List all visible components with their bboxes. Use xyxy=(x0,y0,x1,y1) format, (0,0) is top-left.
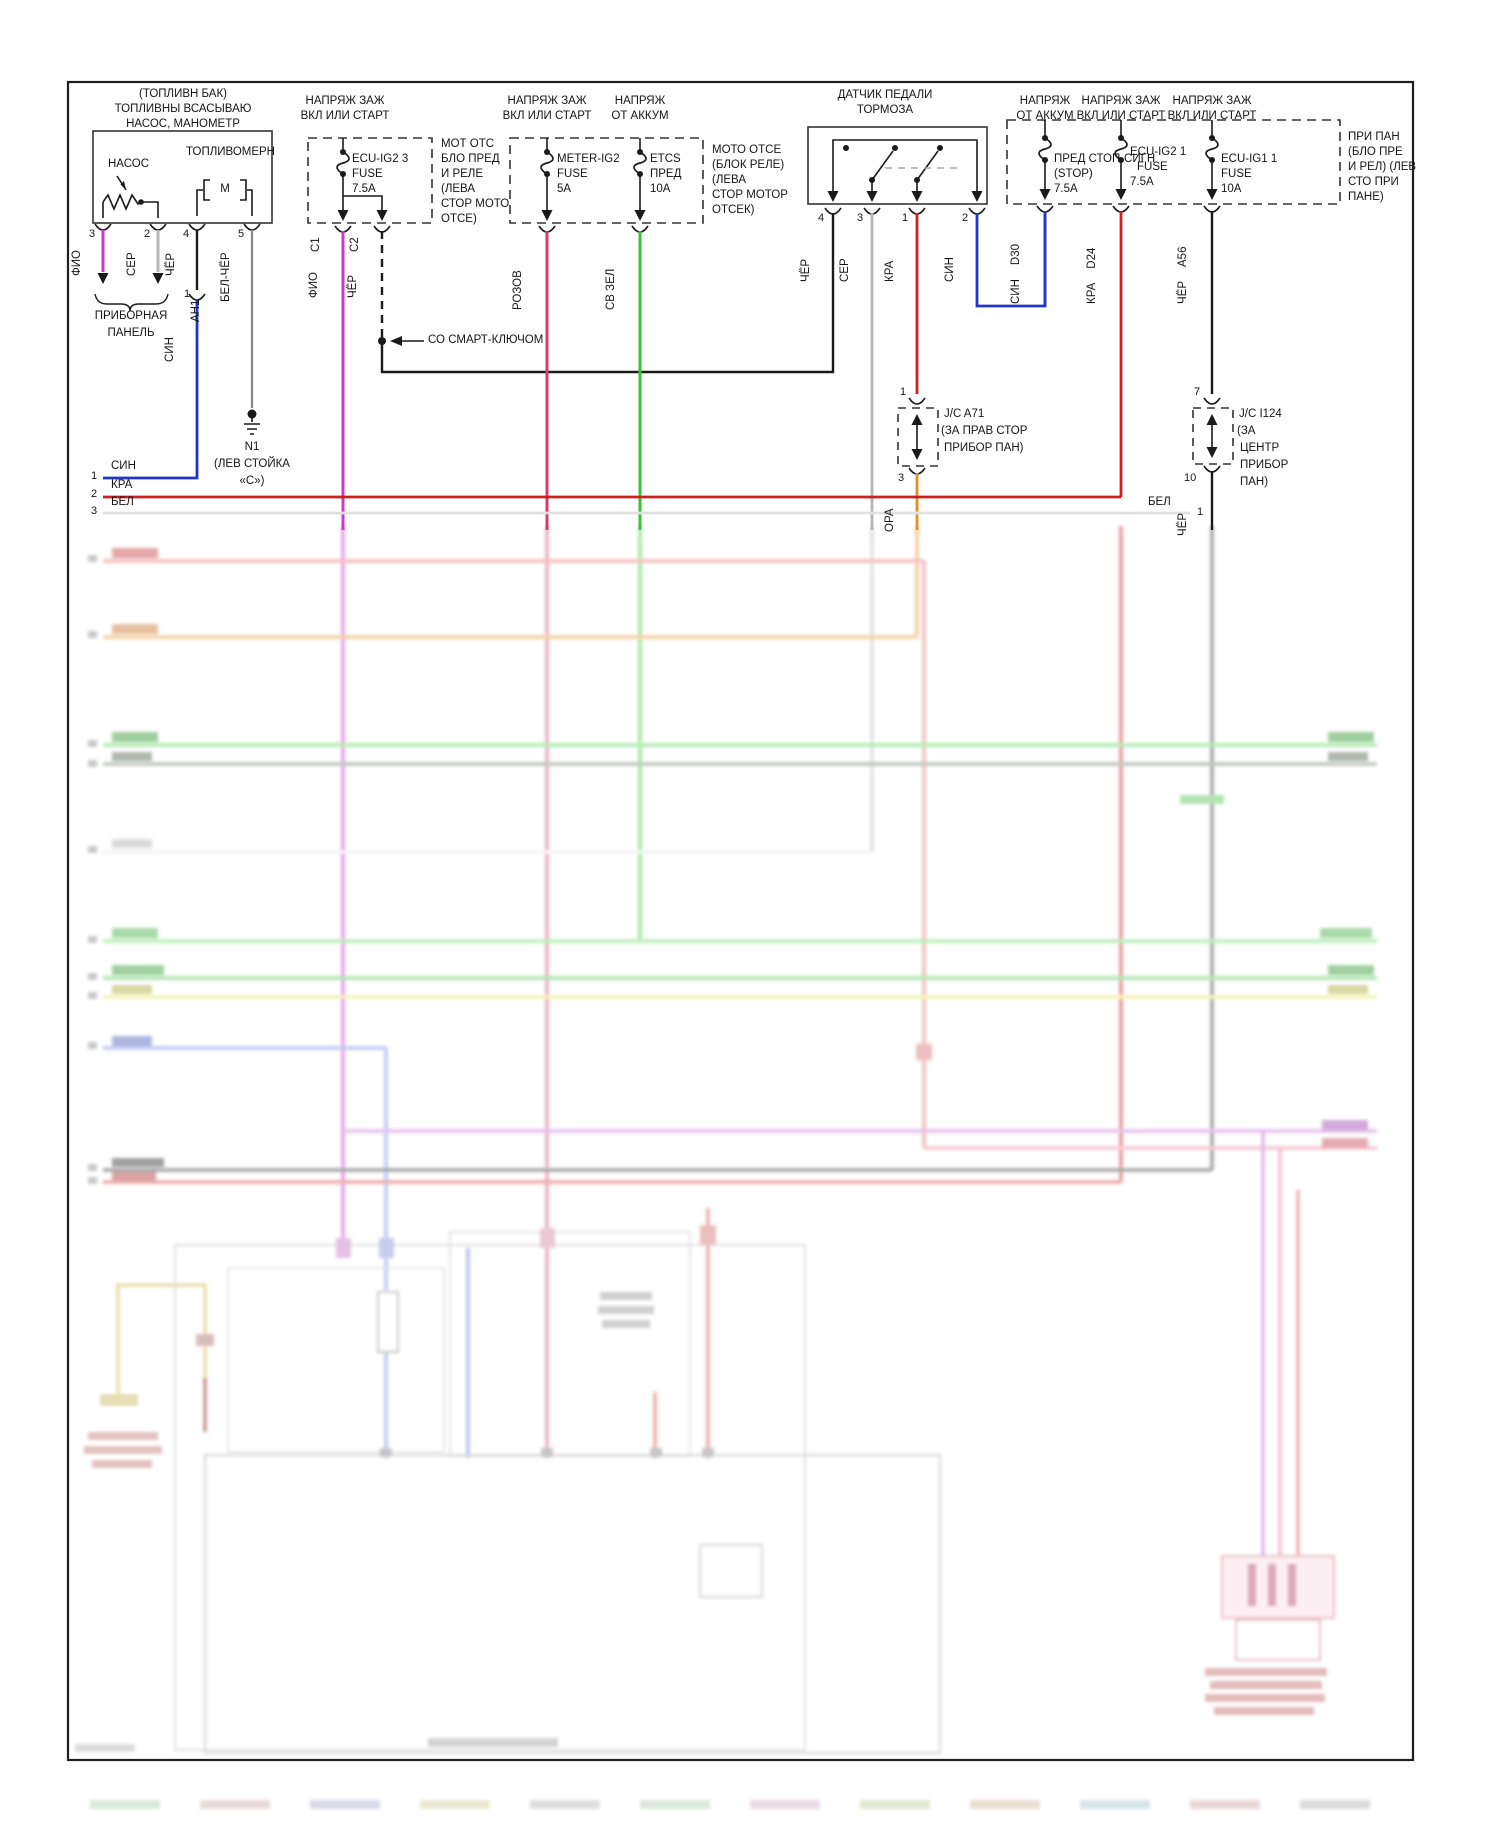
wire-label-cher: ЧЁР xyxy=(165,252,177,276)
fuel-tank-title-1: (ТОПЛИВН БАК) xyxy=(138,88,228,100)
fuse2-amp: 5A xyxy=(557,183,572,195)
fuse1-header-2: ВКЛ ИЛИ СТАРТ xyxy=(300,110,390,122)
fuse5-name: ECU-IG2 1 xyxy=(1130,146,1187,158)
ground-n1-loc1: (ЛЕВ СТОЙКА xyxy=(214,458,290,470)
brake-wire-cher: ЧЁР xyxy=(800,258,812,282)
fuel-tank-title-2: ТОПЛИВНЫ ВСАСЫВАЮ xyxy=(114,103,252,115)
fuse1-name: ECU-IG2 3 xyxy=(352,153,409,165)
a71-pin-in: 1 xyxy=(900,386,907,398)
brake-wire-sin: СИН xyxy=(944,257,956,282)
fuse1-ann-3: (ЛЕВА xyxy=(441,183,476,195)
wire-label-rozov: РОЗОВ xyxy=(512,270,524,310)
fuse3-header-1: НАПРЯЖ xyxy=(614,95,666,107)
wire-label-fio: ФИО xyxy=(71,250,83,276)
fuse1-ann-5: ОТСЕ) xyxy=(441,213,477,225)
fuse4-name: ПРЕД СТОП-СИГН xyxy=(1054,153,1156,165)
i124-loc-2: ЦЕНТР xyxy=(1240,442,1280,454)
an1-name: АН1 xyxy=(190,299,202,322)
an1-wire: СИН xyxy=(164,337,176,362)
i124-wire-label: ЧЁР xyxy=(1177,512,1189,536)
fuse5-type: FUSE xyxy=(1137,161,1168,173)
fuse6-ann-1: (БЛО ПРЕ xyxy=(1348,146,1403,158)
fuse1-ann-1: БЛО ПРЕД xyxy=(441,153,500,165)
i124-pin-in: 7 xyxy=(1194,386,1201,398)
brake-pin-4: 4 xyxy=(818,212,825,224)
fuse6-amp: 10A xyxy=(1221,183,1242,195)
fuse6-header-2: ВКЛ ИЛИ СТАРТ xyxy=(1167,110,1257,122)
fuse4-type: (STOP) xyxy=(1054,168,1093,180)
i124-loc-1: (ЗА xyxy=(1237,425,1256,437)
fuse2-header-2: ВКЛ ИЛИ СТАРТ xyxy=(502,110,592,122)
row3-number: 3 xyxy=(91,505,98,517)
brake-pin-2: 2 xyxy=(962,212,969,224)
fuse5-header-2: ВКЛ ИЛИ СТАРТ xyxy=(1076,110,1166,122)
fuse6-ann-2: И РЕЛ) (ЛЕВ xyxy=(1348,161,1417,173)
brake-wire-kra: КРА xyxy=(884,260,896,282)
wire-label-ser: СЕР xyxy=(126,252,138,276)
fuse5-amp: 7.5A xyxy=(1130,176,1154,188)
a56-label: ЧЁРA56 xyxy=(1177,246,1189,304)
fuse3-header-2: ОТ АККУМ xyxy=(611,110,669,122)
brake-title-1: ДАТЧИК ПЕДАЛИ xyxy=(837,89,933,101)
row1-number: 1 xyxy=(91,470,98,482)
fuse4-header-2: ОТ АККУМ xyxy=(1016,110,1074,122)
fuse3-name: ETCS xyxy=(650,153,681,165)
row3-label: БЕЛ xyxy=(111,496,134,508)
ground-n1-name: N1 xyxy=(244,441,260,453)
brake-wire-ser: СЕР xyxy=(839,258,851,282)
fuse6-ann-0: ПРИ ПАН xyxy=(1348,131,1400,143)
fuse2-type: FUSE xyxy=(557,168,588,180)
pin-2: 2 xyxy=(144,228,151,240)
brake-pin-1: 1 xyxy=(902,212,909,224)
fuse1-ann-4: СТОР МОТО xyxy=(441,198,510,210)
fuse2-header-1: НАПРЯЖ ЗАЖ xyxy=(507,95,587,107)
fuse1-ann-2: И РЕЛЕ xyxy=(441,168,484,180)
fuse1-type: FUSE xyxy=(352,168,383,180)
wire-label-ora: ОРА xyxy=(884,508,896,532)
fuse3-ann-1: (БЛОК РЕЛЕ) xyxy=(712,159,785,171)
instrument-panel-1: ПРИБОРНАЯ xyxy=(94,310,168,322)
d30-label: СИНD30 xyxy=(1010,244,1022,304)
fuse6-type: FUSE xyxy=(1221,168,1252,180)
fuse6-ann-4: ПАНЕ) xyxy=(1348,191,1384,203)
fuse1-amp: 7.5A xyxy=(352,183,376,195)
fuse6-header-1: НАПРЯЖ ЗАЖ xyxy=(1172,95,1252,107)
smart-key-arrow xyxy=(390,336,402,346)
c1-wire: ФИО xyxy=(308,272,320,298)
fuse3-ann-3: СТОР МОТОР xyxy=(712,189,788,201)
a71-pin-out: 3 xyxy=(898,472,905,484)
fuse6-ann-3: СТО ПРИ xyxy=(1348,176,1399,188)
gauge-label: ТОПЛИВОМЕРН xyxy=(186,146,275,158)
a71-name: J/C A71 xyxy=(944,408,985,420)
junction-i124 xyxy=(1193,398,1233,472)
wire-label-svzel: СВ ЗЕЛ xyxy=(605,268,617,310)
i124-name: J/C I124 xyxy=(1239,408,1282,420)
an1-pin: 1 xyxy=(184,288,191,300)
fuse1-ann-0: МОТ ОТС xyxy=(441,138,495,150)
a71-loc-1: (ЗА ПРАВ СТОР xyxy=(941,425,1028,437)
fuse4-header-1: НАПРЯЖ xyxy=(1019,95,1071,107)
i124-loc-3: ПРИБОР xyxy=(1240,459,1289,471)
pump-label: НАСОС xyxy=(108,158,150,170)
fuse5-header-1: НАПРЯЖ ЗАЖ xyxy=(1081,95,1161,107)
fuse4-amp: 7.5A xyxy=(1054,183,1078,195)
row1-label: СИН xyxy=(111,460,136,472)
fuse3-type: ПРЕД xyxy=(650,168,682,180)
wire-label-bel-cher: БЕЛ-ЧЁР xyxy=(220,252,232,302)
pin-4: 4 xyxy=(183,228,190,240)
instrument-panel-brace xyxy=(95,294,168,311)
row3-right-number: 1 xyxy=(1197,506,1204,518)
motor-label: М xyxy=(220,183,230,195)
fuse6-name: ECU-IG1 1 xyxy=(1221,153,1278,165)
pin-3: 3 xyxy=(89,228,96,240)
fuse3-amp: 10A xyxy=(650,183,671,195)
fuse3-ann-0: МОТО ОТСЕ xyxy=(712,144,782,156)
fuel-tank-title-3: НАСОС, МАНОМЕТР xyxy=(126,118,240,130)
d24-label: КРАD24 xyxy=(1086,247,1098,304)
i124-loc-4: ПАН) xyxy=(1240,476,1269,488)
a71-loc-2: ПРИБОР ПАН) xyxy=(944,442,1024,454)
smart-key-note: СО СМАРТ-КЛЮЧОМ xyxy=(428,334,544,346)
fuse2-name: METER-IG2 xyxy=(557,153,620,165)
c2-wire: ЧЁР xyxy=(347,274,359,298)
fuse3-ann-4: ОТСЕК) xyxy=(712,204,755,216)
fuse3-ann-2: (ЛЕВА xyxy=(712,174,747,186)
i124-pin-out: 10 xyxy=(1184,472,1197,484)
c1-pin: С1 xyxy=(310,237,322,252)
c2-pin: С2 xyxy=(349,237,361,252)
ground-n1-symbol xyxy=(244,410,260,435)
row2-label: КРА xyxy=(111,479,133,491)
instrument-panel-2: ПАНЕЛЬ xyxy=(107,327,155,339)
brake-pin-3: 3 xyxy=(857,212,864,224)
pin-5: 5 xyxy=(238,228,245,240)
brake-title-2: ТОРМОЗА xyxy=(856,104,914,116)
junction-a71 xyxy=(898,398,938,474)
fuse1-header-1: НАПРЯЖ ЗАЖ xyxy=(305,95,385,107)
ground-n1-loc2: «С») xyxy=(239,475,265,487)
row3-right-label: БЕЛ xyxy=(1148,496,1171,508)
row2-number: 2 xyxy=(91,488,98,500)
